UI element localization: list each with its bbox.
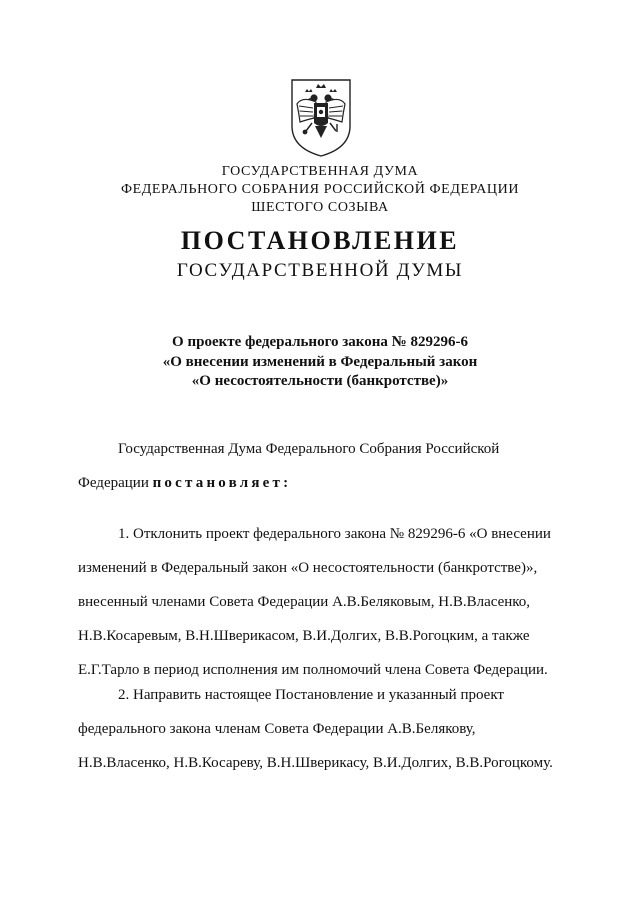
intro-word: Государственная bbox=[118, 441, 225, 457]
issuer-line-3: ШЕСТОГО СОЗЫВА bbox=[251, 200, 389, 215]
item-2-word: Совета bbox=[264, 721, 309, 737]
intro-line-2-start: Федерации bbox=[78, 475, 153, 491]
intro-line-2 bbox=[78, 466, 558, 500]
intro-word: Собрания bbox=[359, 441, 422, 457]
russian-coat-of-arms-icon bbox=[288, 76, 354, 158]
item-2-word: закона bbox=[169, 721, 211, 737]
issuer-line-2: ФЕДЕРАЛЬНОГО СОБРАНИЯ РОССИЙСКОЙ ФЕДЕРАЦИИ bbox=[120, 182, 520, 197]
document-title: ПОСТАНОВЛЕНИЕ bbox=[180, 226, 460, 255]
issuer-header bbox=[0, 163, 640, 217]
item-1-line: Н.В.Косаревым, В.Н.Шверикасом, В.И.Долгих, В.В.Рогоцким, а также bbox=[78, 628, 530, 644]
subject-line-2: «О внесении изменений в Федеральный закон bbox=[162, 353, 478, 370]
intro-paragraph bbox=[78, 432, 558, 500]
item-2-word: Направить bbox=[133, 687, 201, 703]
intro-word: Дума bbox=[228, 441, 262, 457]
item-1-paragraph bbox=[78, 517, 558, 687]
subject-line-3: «О несостоятельности (банкротстве)» bbox=[191, 373, 449, 389]
item-1-line: Е.Г.Тарло в период исполнения им полномочий члена Совета Федерации. bbox=[78, 662, 548, 678]
item-2-word: и bbox=[376, 687, 385, 703]
document-subject bbox=[0, 333, 640, 392]
item-2-word: указанный bbox=[388, 687, 457, 703]
item-1-line: 1. Отклонить проект федерального закона № 829296-6 «О внесении bbox=[118, 526, 551, 542]
item-2-word: настоящее bbox=[204, 687, 272, 703]
item-2-word: проект bbox=[460, 687, 504, 703]
intro-word: Федерального bbox=[265, 441, 356, 457]
item-2-line-2 bbox=[78, 712, 558, 746]
item-2-word: Федерации bbox=[312, 721, 384, 737]
item-2-paragraph bbox=[78, 678, 558, 780]
item-2-word: Постановление bbox=[275, 687, 374, 703]
item-2-word: федерального bbox=[78, 721, 166, 737]
subject-line-1: О проекте федерального закона № 829296-6 bbox=[172, 334, 468, 350]
item-2-word: А.В.Белякову, bbox=[387, 721, 476, 737]
resolve-word: постановляет: bbox=[152, 475, 292, 491]
item-2-line-1 bbox=[78, 678, 558, 712]
item-1-line: изменений в Федеральный закон «О несостоятельности (банкротстве)», bbox=[78, 560, 538, 576]
intro-word: Российской bbox=[425, 441, 500, 457]
item-2-line-3: Н.В.Власенко, Н.В.Косареву, В.Н.Шверикасу, В.И.Долгих, В.В.Рогоцкому. bbox=[78, 755, 553, 771]
document-subtitle: ГОСУДАРСТВЕННОЙ ДУМЫ bbox=[176, 260, 464, 281]
item-2-word: членам bbox=[214, 721, 261, 737]
item-2-word: 2. bbox=[118, 687, 130, 703]
item-1-line: внесенный членами Совета Федерации А.В.Беляковым, Н.В.Власенко, bbox=[78, 594, 531, 610]
intro-line-1 bbox=[78, 432, 558, 466]
issuer-line-1: ГОСУДАРСТВЕННАЯ ДУМА bbox=[221, 164, 419, 179]
